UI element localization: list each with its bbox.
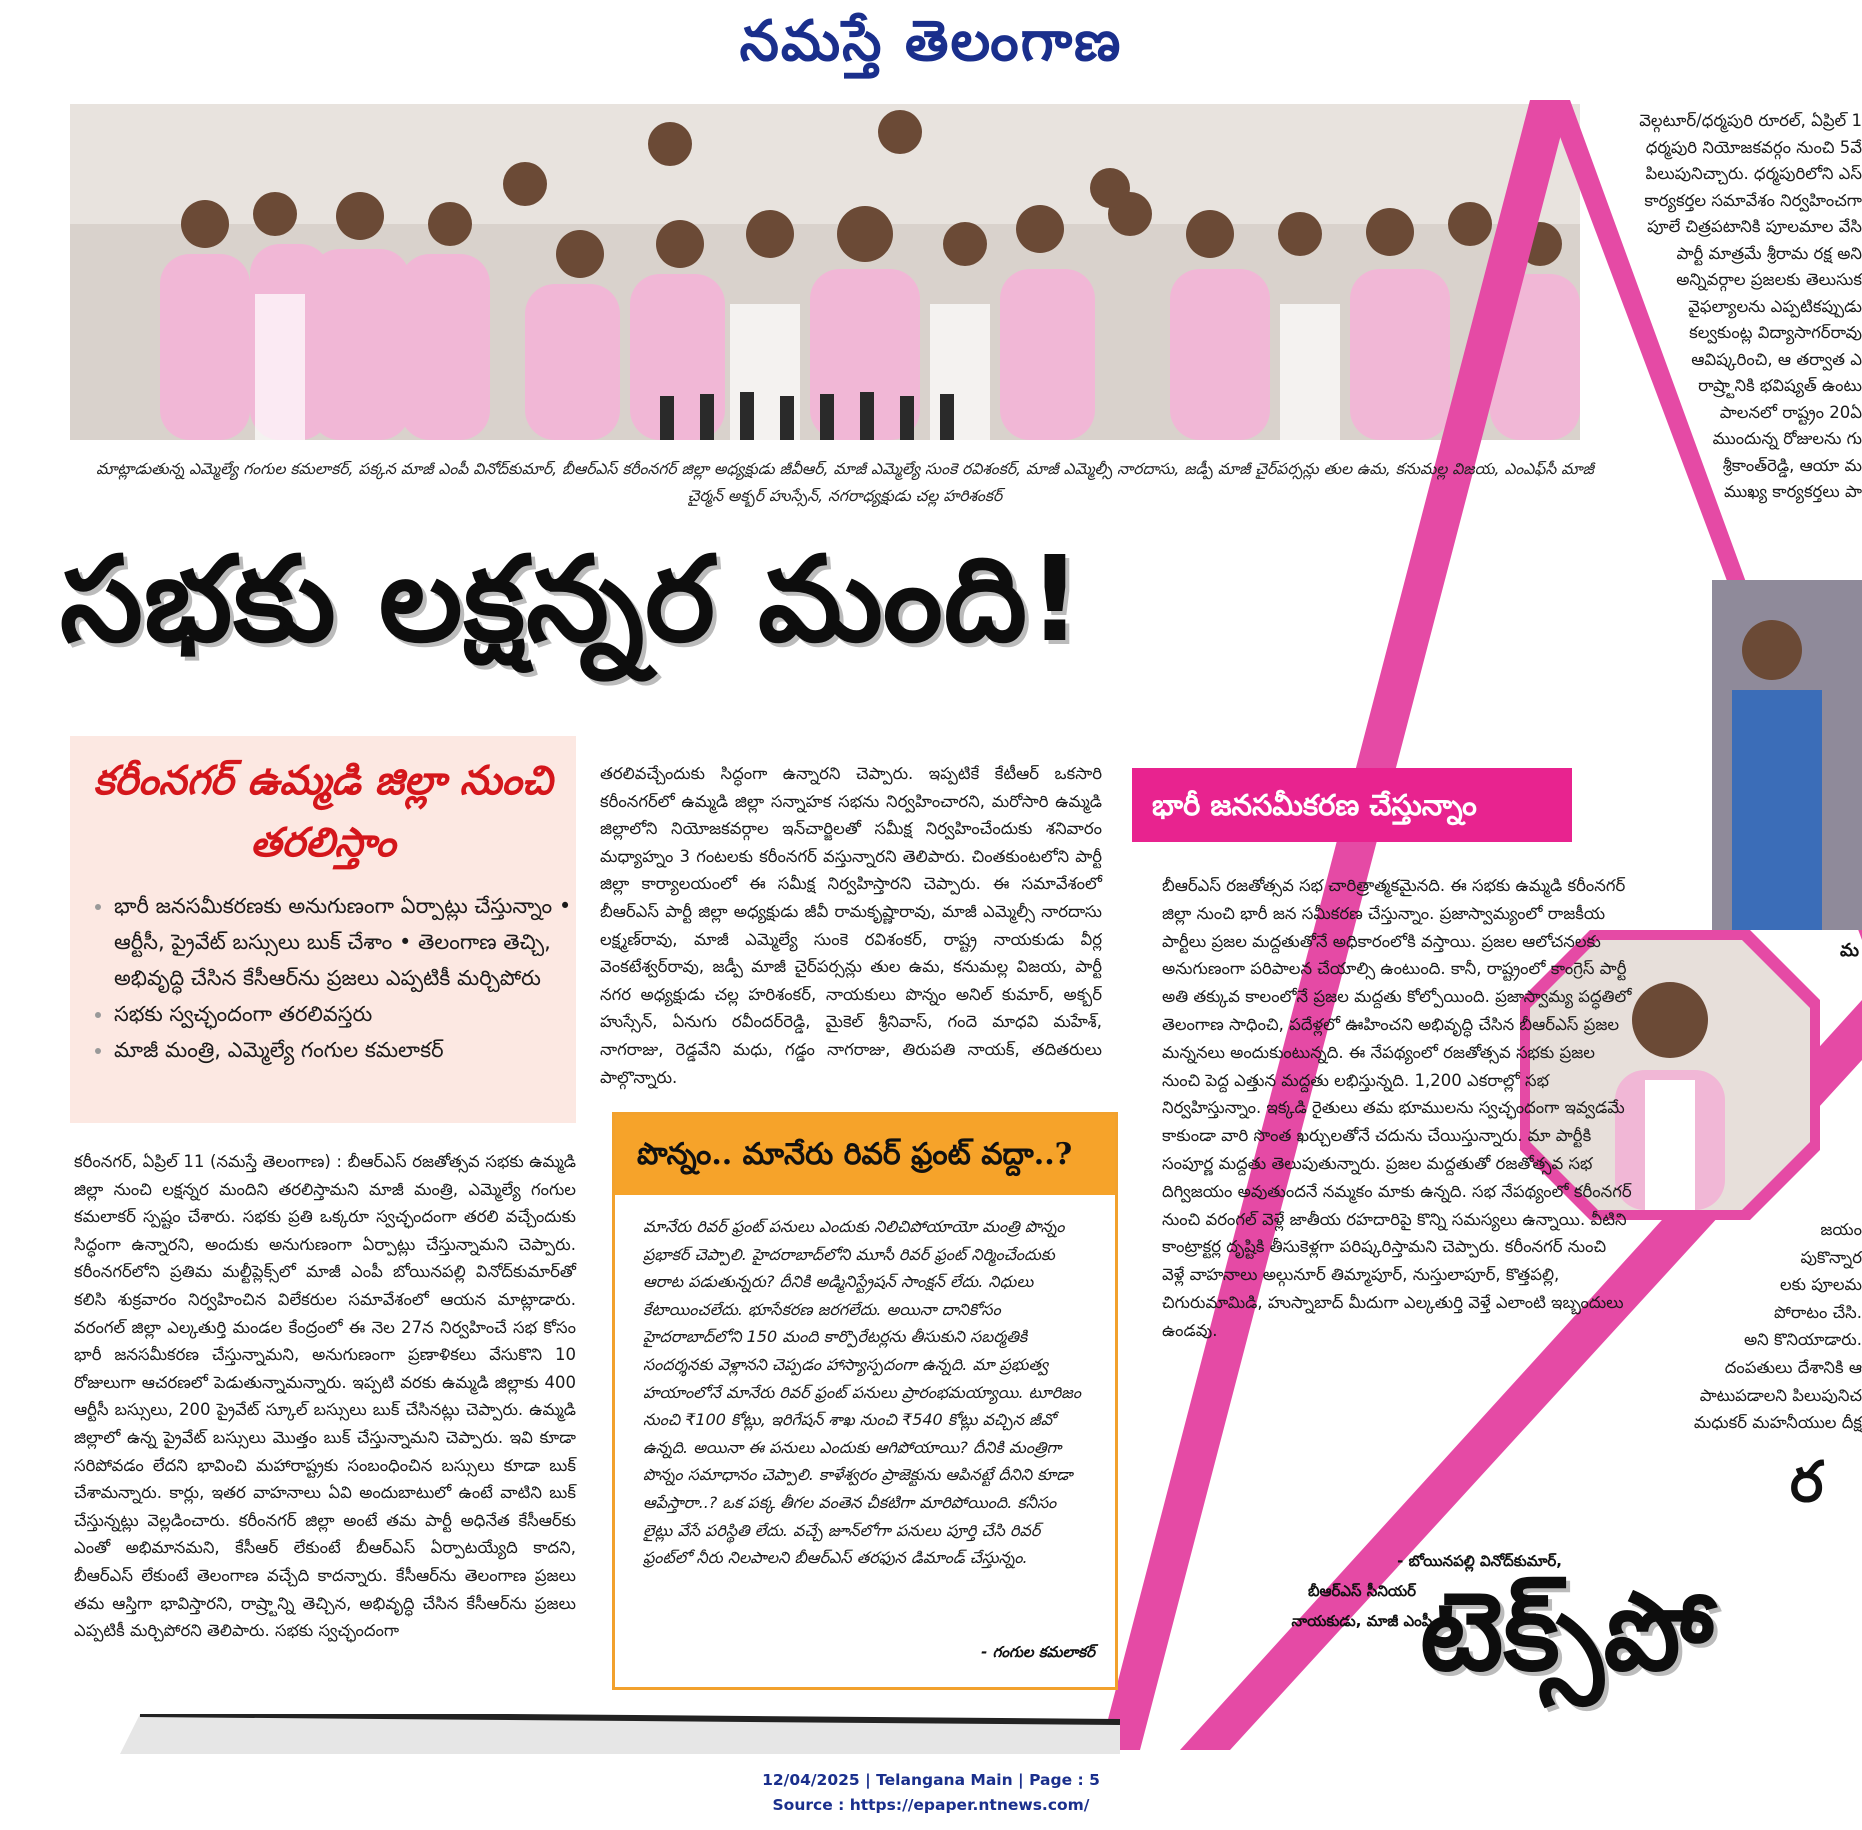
footer-source-line: Source : https://epaper.ntnews.com/ bbox=[772, 1796, 1090, 1814]
text-line: పిలుపునిచ్చారు. ధర్మపురిలోని ఎస్ bbox=[1645, 164, 1862, 183]
signature-line: బీఆర్‌ఎస్ సీనియర్ bbox=[1307, 1582, 1417, 1600]
text-line: దంపతులు దేశానికి ఆ bbox=[1724, 1357, 1862, 1377]
photo-caption: మాట్లాడుతున్న ఎమ్మెల్యే గంగుల కమలాకర్, పక్కన మాజీ ఎంపీ వినోద్‌కుమార్, బీఆర్‌ఎస్ కరీంనగర్ జిల్లా అధ్యక్షుడు జీవీఆర్, మాజీ ఎమ్మెల్యే సుంకె రవిశంకర్, మాజీ ఎమ్మెల్సీ నారదాసు, జడ్పీ మాజీ చైర్‌పర్సన్లు తుల ఉమ, కనుమల్ల విజయ, ఎంఎఫ్‌సీ మాజీ చైర్మన్ అక్బర్ హుస్సేన్, నగరాధ్యక్షుడు చల్ల హరిశంకర్ bbox=[96, 460, 1594, 505]
right-column-top bbox=[1570, 108, 1862, 506]
signature-line: నాయకుడు, మాజీ ఎంపీ bbox=[1291, 1612, 1433, 1630]
signature-line: - బోయినపల్లి వినోద్‌కుమార్, bbox=[1397, 1552, 1562, 1570]
highlight-bullets bbox=[92, 888, 584, 1068]
right-column-bottom bbox=[1590, 1216, 1862, 1437]
right-bottom-headline: టెక్స్‌పో bbox=[1420, 1570, 1714, 1695]
text-line: మధుకర్ మహనీయుల దీక్ష bbox=[1693, 1413, 1862, 1433]
highlight-box bbox=[70, 736, 576, 1123]
text-line: పోరాటం చేసి. bbox=[1774, 1302, 1862, 1322]
text-line: లకు పూలమ bbox=[1779, 1275, 1862, 1295]
highlight-title: కరీంనగర్ ఉమ్మడి జిల్లా నుంచి తరలిస్తాం bbox=[93, 757, 553, 866]
text-line: పూలే చిత్రపటానికి పూలమాల వేసి bbox=[1646, 217, 1862, 236]
masthead-logo: నమస్తే తెలంగాణ bbox=[739, 8, 1123, 74]
text-line: పార్టీ మాత్రమే శ్రీరామ రక్ష అని bbox=[1676, 243, 1862, 263]
main-headline: సభకు లక్షన్నర మంది! bbox=[60, 530, 1083, 668]
text-line: కల్వకుంట్ల విద్యాసాగర్‌రావు bbox=[1689, 323, 1862, 342]
text-line: ముఖ్య కార్యకర్తలు పా bbox=[1724, 482, 1862, 501]
footer-date-line: 12/04/2025 | Telangana Main | Page : 5 bbox=[762, 1771, 1100, 1789]
text-line: పాలనలో రాష్ట్రం 20ఏ bbox=[1719, 402, 1862, 422]
article-left-column: కరీంనగర్, ఏప్రిల్ 11 (నమస్తే తెలంగాణ) : బీఆర్‌ఎస్ రజతోత్సవ సభకు ఉమ్మడి జిల్లా నుంచి లక్షన్నర మందిని తరలిస్తామని మాజీ మంత్రి, ఎమ్మెల్యే గంగుల కమలాకర్ స్పష్టం చేశారు. సభకు ప్రతి ఒక్కరూ స్వచ్ఛందంగా తరలి వచ్చేందుకు సిద్ధంగా ఉన్నారని, అందుకు అనుగుణంగా ఏర్పాట్లు చేస్తున్నామని చెప్పారు. కరీంనగర్‌లోని ప్రతిమ మల్టీప్లెక్స్‌లో మాజీ ఎంపీ బోయినపల్లి వినోద్‌కుమార్‌తో కలిసి శుక్రవారం నిర్వహించిన విలేకరుల సమావేశంలో ఆయన మాట్లాడారు. వరంగల్ జిల్లా ఎల్కతుర్తి మండల కేంద్రంలో ఈ నెల 27న నిర్వహించే సభ కోసం భారీ జనసమీకరణ చేస్తున్నామని, అనుగుణంగా ప్రణాళికలు వేసుకొని 10 రోజులుగా ఆచరణలో పెడుతున్నామన్నారు. ఇప్పటి వరకు ఉమ్మడి జిల్లాకు 400 ఆర్టీసీ బస్సులు, 200 ప్రైవేట్ స్కూల్ బస్సులు బుక్ చేసినట్లు చెప్పారు. ఉమ్మడి జిల్లాలో ఉన్న ప్రైవేట్ బస్సులు మొత్తం బుక్ చేస్తున్నామని చెప్పారు. ఇవి కూడా సరిపోవడం లేదని భావించి మహారాష్ట్రకు సంబంధించిన బస్సులు కూడా బుక్ చేశామన్నారు. కార్లు, ఇతర వాహనాలు ఏవి అందుబాటులో ఉంటే వాటిని బుక్ చేస్తున్నట్లు వెల్లడించారు. కరీంనగర్ జిల్లా అంటే తమ పార్టీ అధినేత కేసీఆర్‌కు ఎంతో అభిమానమని, కేసీఆర్ లేకుంటే బీఆర్‌ఎస్ ఏర్పాటయ్యేది కాదని, బీఆర్‌ఎస్ లేకుంటే తెలంగాణ వచ్చేది కాదన్నారు. కేసీఆర్‌ను తెలంగాణ ప్రజలు తమ ఆస్తిగా భావిస్తారని, రాష్ర్టాన్ని తెచ్చిన, అభివృద్ధి చేసిన కేసీఆర్‌ను ప్రజలు ఎప్పటికీ మర్చిపోరని తెలిపారు. సభకు స్వచ్ఛందంగా bbox=[74, 1152, 576, 1641]
text-line: పాటుపడాలని పిలుపునిచ bbox=[1699, 1385, 1862, 1405]
text-line: ముందున్న రోజులను గు bbox=[1712, 429, 1862, 448]
pink-text: బీఆర్‌ఎస్ రజతోత్సవ సభ చారిత్రాత్మకమైనది. ఈ సభకు ఉమ్మడి కరీంనగర్ జిల్లా నుంచి భారీ జన సమీకరణ చేస్తున్నాం. ప్రజాస్వామ్యంలో రాజకీయ పార్టీలు ప్రజల మద్దతుతోనే అధికారంలోకి వస్తాయి. ప్రజల ఆలోచనలకు అనుగుణంగా పరిపాలన చేయాల్సి ఉంటుంది. కానీ, రాష్ట్రంలో కాంగ్రెస్ పార్టీ అతి తక్కువ కాలంలోనే ప్రజల మద్దతు కోల్పోయింది. ప్రజాస్వామ్య పద్ధతిలో తెలంగాణ సాధించి, పదేళ్లలో ఊహించని అభివృద్ధి చేసిన బీఆర్‌ఎస్ ప్రజల మన్ననలు అందుకుంటున్నది. ఈ నేపథ్యంలో రజతోత్సవ సభకు ప్రజల నుంచి పెద్ద ఎత్తున మద్దతు లభిస్తున్నది. 1,200 ఎకరాల్లో సభ నిర్వహిస్తున్నాం. ఇక్కడి రైతులు తమ భూములను స్వచ్ఛందంగా ఇవ్వడమే కాకుండా వారి సొంత ఖర్చులతోనే చదును చేయిస్తున్నారు. మా పార్టీకి సంపూర్ణ మద్దతు తెలుపుతున్నారు. ప్రజల మద్దతుతో రజతోత్సవ సభ దిగ్విజయం అవుతుందనే నమ్మకం మాకు ఉన్నది. సభ నేపథ్యంలో కరీంనగర్ నుంచి వరంగల్ వెళ్లే జాతీయ రహదారిపై కొన్ని సమస్యలు ఉన్నాయి. వీటిని కాంట్రాక్టర్ల దృష్టికి తీసుకెళ్లగా పరిష్కరిస్తామని చెప్పారు. కరీంనగర్ నుంచి వెళ్లే వాహనాలు అల్గునూర్ తిమ్మాపూర్, నుస్తులాపూర్, కొత్తపల్లి, చిగురుమామిడి, హుస్నాబాద్ మీదుగా ఎల్కతుర్తి వెళ్తే ఎలాంటి ఇబ్బందులు ఉండవు. bbox=[1162, 876, 1632, 1340]
text-line: వైఫల్యాలను ఎప్పటికప్పుడు bbox=[1688, 296, 1862, 316]
page-footer bbox=[0, 1768, 1862, 1818]
text-line: ఆవిష్కరించి, ఆ తర్వాత ఎ bbox=[1691, 349, 1862, 369]
pink-heading: భారీ జనసమీకరణ చేస్తున్నాం bbox=[1132, 768, 1572, 842]
sidebar-signature: - గంగుల కమలాకర్ bbox=[981, 1643, 1095, 1661]
sidebar-text: మానేరు రివర్ ఫ్రంట్ పనులు ఎందుకు నిలిచిపోయాయో మంత్రి పొన్నం ప్రభాకర్ చెప్పాలి. హైదరాబాద్‌లోని మూసీ రివర్ ఫ్రంట్ నిర్మించేందుకు ఆరాట పడుతున్నరు? దీనికి అడ్మినిస్ట్రేషన్ సాంక్షన్ లేదు. నిధులు కేటాయించలేదు. భూసేకరణ జరగలేదు. అయినా దానికోసం హైదరాబాద్‌లోని 150 మంది కార్పొరేటర్లను తీసుకుని సబర్మతికి సందర్శనకు వెళ్లానని చెప్పడం హాస్యాస్పదంగా ఉన్నది. మా ప్రభుత్వ హయాంలోనే మానేరు రివర్ ఫ్రంట్ పనులు ప్రారంభమయ్యాయి. టూరిజం నుంచి ₹100 కోట్లు, ఇరిగేషన్ శాఖ నుంచి ₹540 కోట్లు వచ్చిన జీవో ఉన్నది. అయినా ఈ పనులు ఎందుకు ఆగిపోయాయి? దీనికి మంత్రిగా పొన్నం సమాధానం చెప్పాలి. కాళేశ్వరం ప్రాజెక్టును ఆపినట్టే దీనిని కూడా ఆపేస్తారా..? ఒక పక్క తీగల వంతెన చీకటిగా మారిపోయింది. కనీసం లైట్లు వేసే పరిస్థితి లేదు. వచ్చే జూన్‌లోగా పనులు పూర్తి చేసి రివర్ ఫ్రంట్‌లో నీరు నిలపాలని బీఆర్‌ఎస్ తరఫున డిమాండ్ చేస్తున్నం. bbox=[643, 1217, 1081, 1568]
bullet-item: • మాజీ మంత్రి, ఎమ్మెల్యే గంగుల కమలాకర్ bbox=[114, 1032, 584, 1068]
text-line: కార్యకర్తల సమావేశం నిర్వహించగా bbox=[1644, 190, 1862, 210]
bottom-article-edge bbox=[120, 1714, 1120, 1754]
sidebar-heading: పొన్నం.. మానేరు రివర్ ఫ్రంట్ వద్దా..? bbox=[615, 1115, 1115, 1195]
article-middle-column: తరలివచ్చేందుకు సిద్ధంగా ఉన్నారని చెప్పారు. ఇప్పటికే కేటీఆర్ ఒకసారి కరీంనగర్‌లో ఉమ్మడి జిల్లా సన్నాహక సభను నిర్వహించారని, మరోసారి ఉమ్మడి జిల్లాలోని నియోజకవర్గాల ఇన్‌చార్జిలతో సమీక్ష నిర్వహించేందుకు శనివారం మధ్యాహ్నం 3 గంటలకు కరీంనగర్ వస్తున్నారని తెలిపారు. చింతకుంటలోని పార్టీ జిల్లా కార్యాలయంలో ఈ సమీక్ష నిర్వహిస్తారని చెప్పారు. ఈ సమావేశంలో బీఆర్‌ఎస్ పార్టీ జిల్లా అధ్యక్షుడు జీవీ రామకృష్ణారావు, మాజీ ఎమ్మెల్సీ నారదాసు లక్ష్మణ్‌రావు, మాజీ ఎమ్మెల్యే సుంకె రవిశంకర్, రాష్ట్ర నాయకుడు వీర్ల వెంకటేశ్వర్‌రావు, జడ్పీ మాజీ చైర్‌పర్సన్లు తుల ఉమ, కనుమల్ల విజయ, పార్టీ నగర అధ్యక్షుడు చల్ల హరిశంకర్, నాయకులు పొన్నం అనిల్ కుమార్, అక్బర్ హుస్సేన్, ఏనుగు రవీందర్‌రెడ్డి, మైకెల్ శ్రీనివాస్, గందె మాధవి మహేశ్, నాగరాజు, రెడ్డవేని మధు, గడ్డం నాగరాజు, తిరుపతి నాయక్, తదితరులు పాల్గొన్నారు. bbox=[600, 764, 1102, 1087]
text-line: ధర్మపురి నియోజకవర్గం నుంచి 5వే bbox=[1645, 137, 1862, 157]
sidebar-box bbox=[612, 1112, 1118, 1690]
cutoff-letter: మ bbox=[1840, 940, 1860, 961]
text-line: అని కొనియాడారు. bbox=[1743, 1330, 1862, 1350]
cutoff-headline-letter: ర bbox=[1790, 1450, 1824, 1515]
text-line: అన్నివర్గాల ప్రజలకు తెలుసుక bbox=[1676, 270, 1862, 289]
right-photo-fragment bbox=[1712, 580, 1862, 930]
text-line: వెల్గటూర్/ధర్మపురి రూరల్, ఏప్రిల్ 1 bbox=[1639, 111, 1862, 130]
text-line: రాష్ర్టానికి భవిష్యత్ ఉంటు bbox=[1698, 376, 1862, 395]
text-line: జయం bbox=[1820, 1220, 1862, 1239]
bullet-item: • సభకు స్వచ్ఛందంగా తరలివస్తరు bbox=[114, 996, 584, 1032]
text-line: పుకొన్నార bbox=[1800, 1247, 1862, 1267]
text-line: శ్రీకాంత్‌రెడ్డి, ఆయా మ bbox=[1722, 455, 1862, 475]
bullet-item: • భారీ జనసమీకరణకు అనుగుణంగా ఏర్పాట్లు చేస్తున్నాం • ఆర్టీసీ, ప్రైవేట్ బస్సులు బుక్ చేశాం • తెలంగాణ తెచ్చి, అభివృద్ధి చేసిన కేసీఆర్‌ను ప్రజలు ఎప్పటికీ మర్చిపోరు bbox=[114, 888, 584, 996]
